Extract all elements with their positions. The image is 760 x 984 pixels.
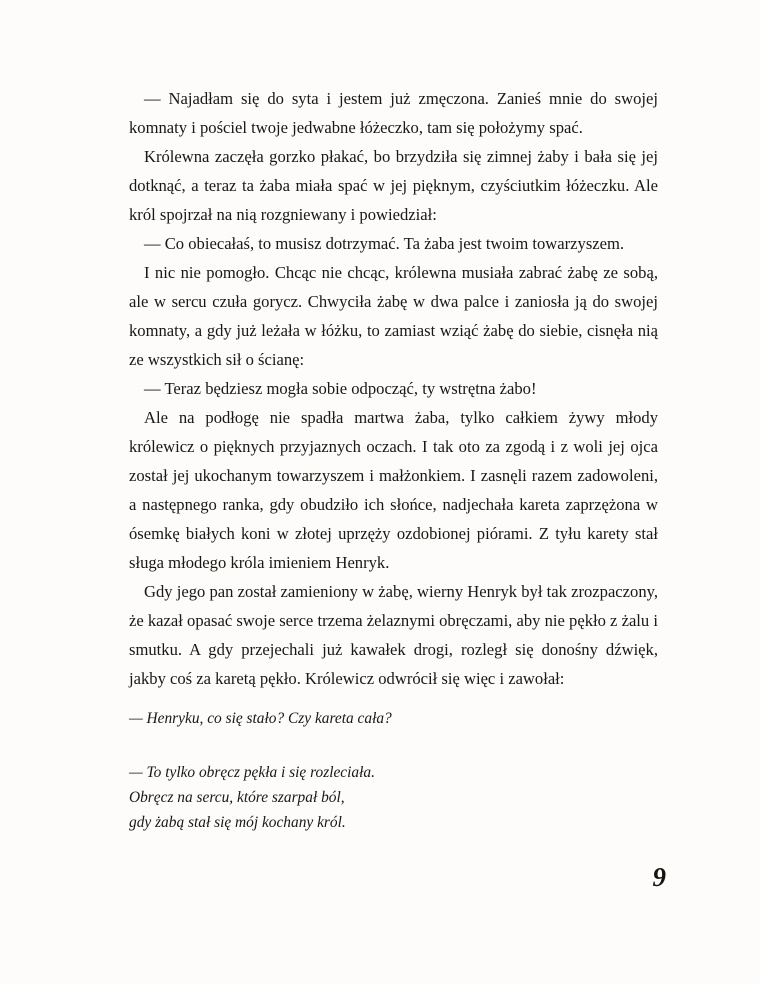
body-text-block [129, 84, 658, 693]
verse-line: Obręcz na sercu, które szarpał ból, [129, 789, 345, 806]
paragraph: — Teraz będziesz mogła sobie odpocząć, ty wstrętna żabo! [144, 379, 537, 398]
paragraph: I nic nie pomogło. Chcąc nie chcąc, królewna musiała zabrać żabę ze sobą, ale w sercu czuła gorycz. Chwyciła żabę w dwa palce i zaniosła ją do swojej komnaty, a gdy już leżała w łóżku, to zamiast wziąć żabę do siebie, cisnęła nią ze wszystkich sił o ścianę: [129, 263, 658, 369]
verse-line: — To tylko obręcz pękła i się rozleciała. [129, 764, 375, 781]
verse-line: — Henryku, co się stało? Czy kareta cała? [129, 710, 392, 727]
paragraph: Królewna zaczęła gorzko płakać, bo brzydziła się zimnej żaby i bała się jej dotknąć, a teraz ta żaba miała spać w jej pięknym, czyściutkim łóżeczku. Ale król spojrzał na nią rozgniewany i powiedział: [129, 147, 658, 224]
verse-stanza-question [129, 706, 658, 731]
paragraph: — Co obiecałaś, to musisz dotrzymać. Ta żaba jest twoim towarzyszem. [144, 234, 625, 253]
verse-stanza-answer [129, 760, 658, 835]
verse-line: gdy żabą stał się mój kochany król. [129, 814, 346, 831]
paragraph: Gdy jego pan został zamieniony w żabę, wierny Henryk był tak zrozpaczony, że kazał opasać swoje serce trzema żelaznymi obręczami, aby nie pękło z żalu i smutku. A gdy przejechali już kawałek drogi, rozległ się donośny dźwięk, jakby coś za karetą pękło. Królewicz odwrócił się więc i zawołał: [129, 582, 658, 688]
page-number: 9 [652, 862, 666, 892]
paragraph: — Najadłam się do syta i jestem już zmęczona. Zanieś mnie do swojej komnaty i pościel twoje jedwabne łóżeczko, tam się położymy spać. [129, 89, 658, 137]
paragraph: Ale na podłogę nie spadła martwa żaba, tylko całkiem żywy młody królewicz o pięknych przyjaznych oczach. I tak oto za zgodą i z woli jej ojca został jej ukochanym towarzyszem i małżonkiem. I zasnęli razem zadowoleni, a następnego ranka, gdy obudziło ich słońce, nadjechała kareta zaprzężona w ósemkę białych koni w złotej uprzęży ozdobionej piórami. Z tyłu karety stał sługa młodego króla imieniem Henryk. [129, 408, 658, 572]
